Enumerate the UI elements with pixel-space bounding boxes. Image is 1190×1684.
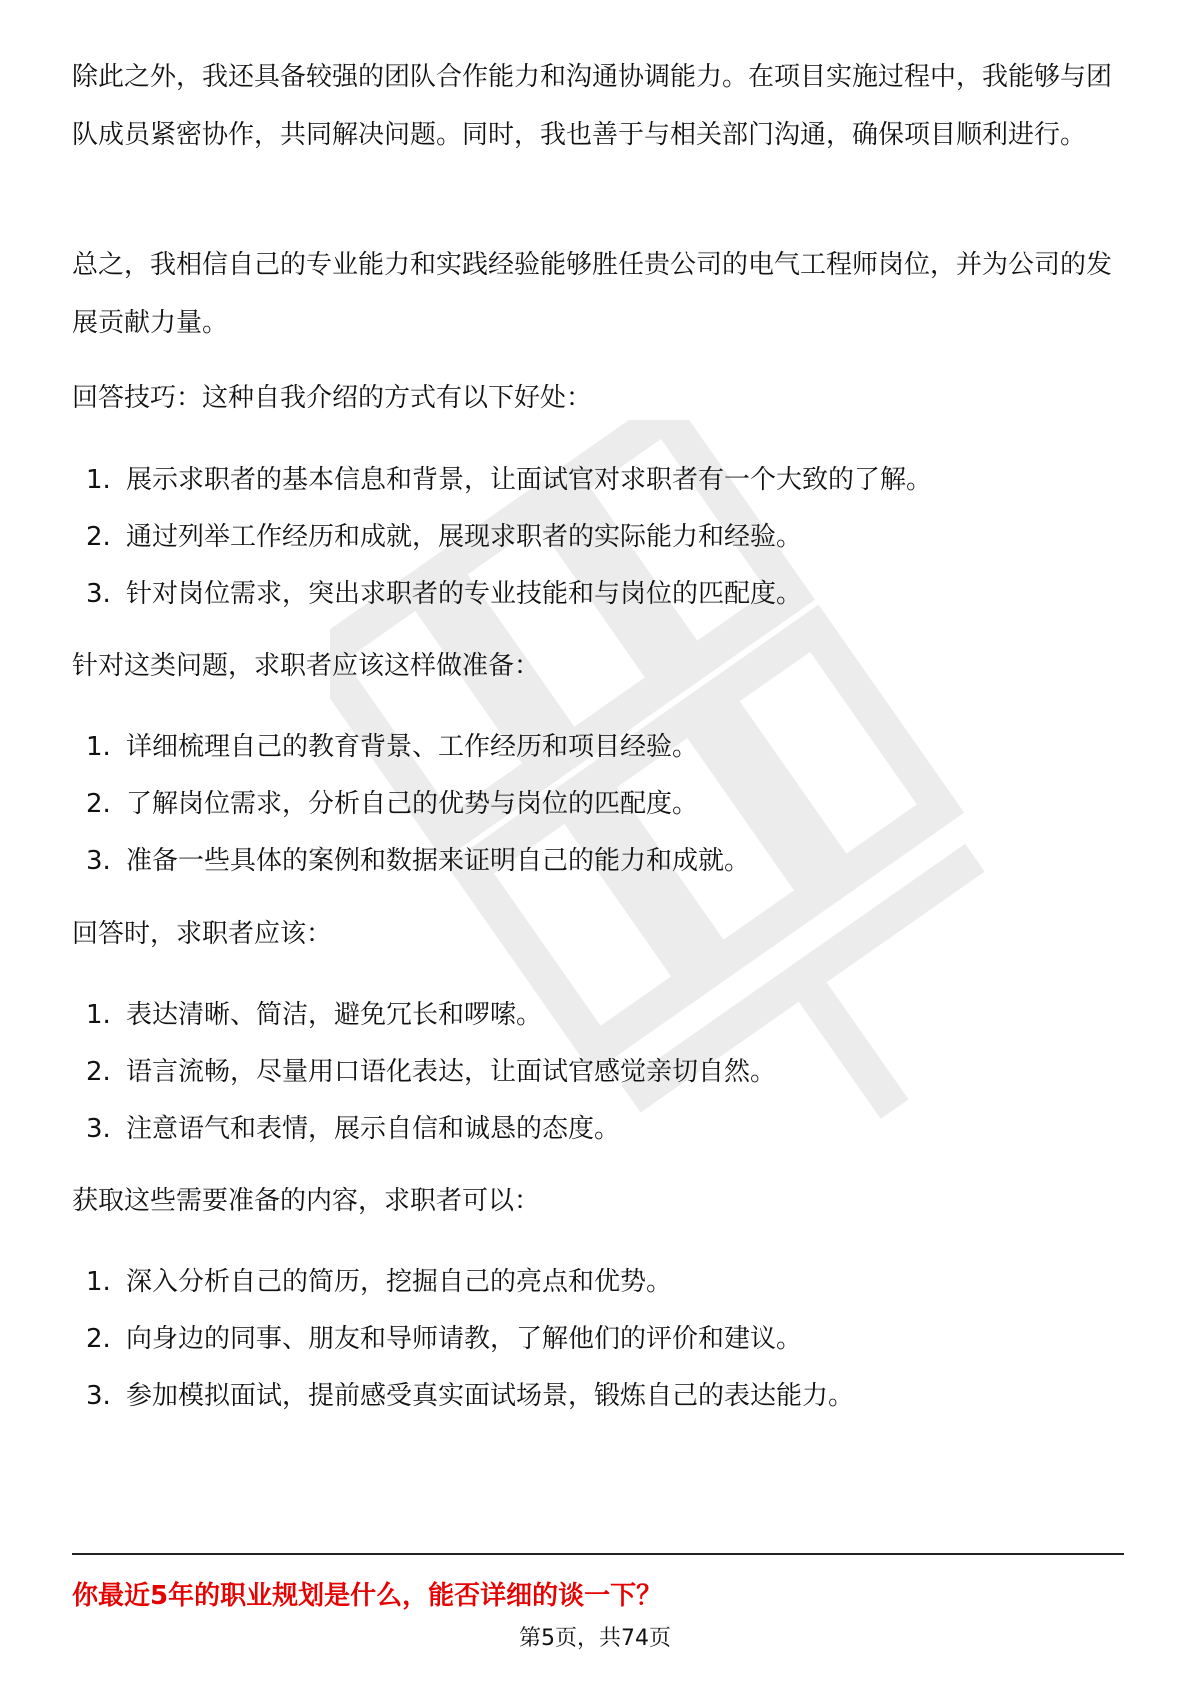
list-obtaining xyxy=(72,1254,1122,1425)
list-item: 1. 展示求职者的基本信息和背景，让面试官对求职者有一个大致的了解。 xyxy=(86,465,933,495)
list-answering xyxy=(72,987,1122,1158)
heading-tips: 回答技巧：这种自我介绍的方式有以下好处： xyxy=(72,383,593,413)
list-item: 1. 深入分析自己的简历，挖掘自己的亮点和优势。 xyxy=(86,1267,673,1297)
heading-answering: 回答时，求职者应该： xyxy=(72,919,333,949)
paragraph-teamwork: 除此之外，我还具备较强的团队合作能力和沟通协调能力。在项目实施过程中，我能够与团队成员紧密协作，共同解决问题。同时，我也善于与相关部门沟通，确保项目顺利进行。 xyxy=(72,62,1113,150)
list-item: 1. 详细梳理自己的教育背景、工作经历和项目经验。 xyxy=(86,732,699,762)
list-item: 3. 针对岗位需求，突出求职者的专业技能和与岗位的匹配度。 xyxy=(86,579,803,609)
list-item: 2. 语言流畅，尽量用口语化表达，让面试官感觉亲切自然。 xyxy=(86,1057,777,1087)
heading-obtaining: 获取这些需要准备的内容，求职者可以： xyxy=(72,1186,541,1216)
list-preparation xyxy=(72,719,1122,890)
list-tips xyxy=(72,452,1122,623)
next-question-heading: 你最近5年的职业规划是什么，能否详细的谈一下？ xyxy=(72,1581,663,1611)
list-item: 1. 表达清晰、简洁，避免冗长和啰嗦。 xyxy=(86,1000,543,1030)
page-number: 第5页，共74页 xyxy=(519,1626,671,1651)
list-item: 3. 注意语气和表情，展示自信和诚恳的态度。 xyxy=(86,1114,621,1144)
list-item: 3. 准备一些具体的案例和数据来证明自己的能力和成就。 xyxy=(86,846,751,876)
list-item: 2. 向身边的同事、朋友和导师请教，了解他们的评价和建议。 xyxy=(86,1324,803,1354)
list-item: 2. 通过列举工作经历和成就，展现求职者的实际能力和经验。 xyxy=(86,522,803,552)
section-divider xyxy=(72,1553,1124,1555)
heading-preparation: 针对这类问题，求职者应该这样做准备： xyxy=(72,651,541,681)
list-item: 2. 了解岗位需求，分析自己的优势与岗位的匹配度。 xyxy=(86,789,699,819)
list-item: 3. 参加模拟面试，提前感受真实面试场景，锻炼自己的表达能力。 xyxy=(86,1381,855,1411)
paragraph-summary: 总之，我相信自己的专业能力和实践经验能够胜任贵公司的电气工程师岗位，并为公司的发展贡献力量。 xyxy=(72,250,1113,338)
